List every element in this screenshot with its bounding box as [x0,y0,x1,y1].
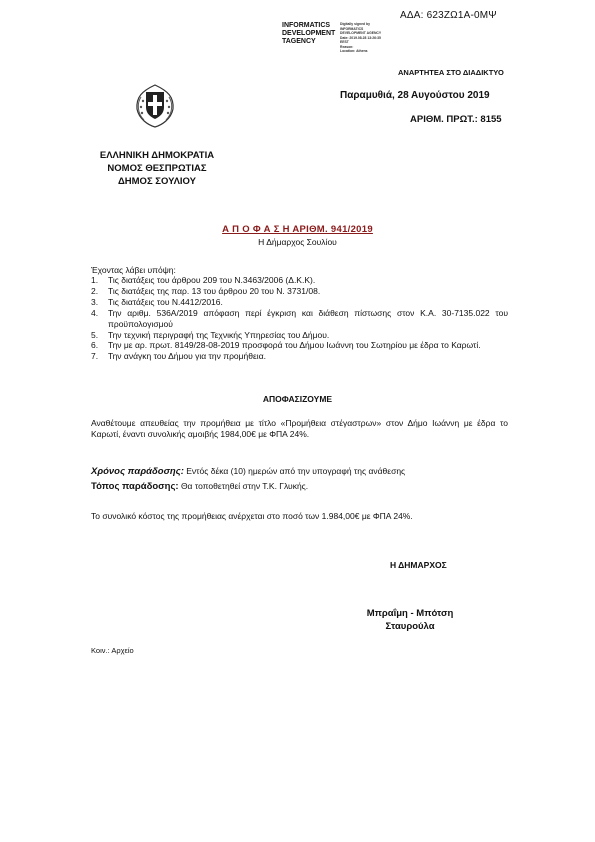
stamp-line: INFORMATICS [282,22,331,29]
delivery-place [91,481,308,492]
stamp-detail: Reason: [340,44,354,49]
list-text: Την ανάγκη του Δήμου για την προμήθεια. [108,351,266,362]
list-text: Την τεχνική περιγραφή της Τεχνικής Υπηρεσίας του Δήμου. [108,329,330,340]
delivery-time-value: Εντός δέκα (10) ημερών από την υπογραφή της ανάθεσης [183,466,406,476]
posted-online-note: ΑΝΑΡΤΗΤΕΑ ΣΤΟ ΔΙΑΔΙΚΤΥΟ [398,68,504,77]
issuer-header [62,149,252,188]
list-item [91,330,508,341]
total-cost-paragraph: Το συνολικό κόστος της προμήθειας ανέρχεται στο ποσό των 1.984,00€ με ΦΠΑ 24%. [91,511,413,521]
protocol-number: ΑΡΙΘΜ. ΠΡΩΤ.: 8155 [410,114,502,125]
digital-signature-details [340,22,381,54]
list-text: Την με αρ. πρωτ. 8149/28-08-2019 προσφορά του Δήμου Ιωάννη του Σωτηρίου με έδρα το Καρωτί. [108,340,481,351]
list-number: 3. [91,296,99,307]
greek-coat-of-arms-icon [132,83,178,129]
digital-signature-stamp [282,22,335,46]
considerations-list [91,275,508,362]
header-republic: ΕΛΛΗΝΙΚΗ ΔΗΜΟΚΡΑΤΙΑ [99,150,215,161]
list-number: 6. [91,340,99,351]
list-number: 5. [91,329,99,340]
stamp-detail: DEVELOPMENT AGENCY [340,31,382,35]
list-number: 2. [91,285,99,296]
delivery-time-label: Χρόνος παράδοσης: [91,466,184,477]
delivery-time [91,466,405,477]
list-item [91,275,508,286]
list-number: 4. [91,307,99,318]
header-municipality: ΔΗΜΟΣ ΣΟΥΛΙΟΥ [117,176,197,187]
delivery-place-value: Θα τοποθετηθεί στην Τ.Κ. Γλυκής. [178,481,309,491]
copy-recipients: Κοιν.: Αρχείο [91,646,134,655]
stamp-detail: INFORMATICS [340,26,364,31]
stamp-detail: EEST [340,40,349,44]
list-item [91,340,508,351]
decision-title: Α Π Ο Φ Α Σ Η ΑΡΙΘΜ. 941/2019 [222,224,373,235]
list-item [91,351,508,362]
stamp-detail: Location: Athens [340,49,368,53]
signatory-title: Η ΔΗΜΑΡΧΟΣ [390,560,447,570]
decide-heading: ΑΠΟΦΑΣΙΖΟΥΜΕ [262,394,333,404]
having-regard-intro: Έχοντας λάβει υπόψη: [91,265,176,275]
stamp-line: DEVELOPMENT [282,30,336,37]
list-item [91,308,508,330]
stamp-detail: Digitally signed by [340,22,370,26]
list-item [91,286,508,297]
signatory-name [345,607,475,633]
list-text: Τις διατάξεις της παρ. 13 του άρθρου 20 του Ν. 3731/08. [108,285,321,296]
list-number: 7. [91,351,99,362]
list-number: 1. [91,275,99,285]
ada-code: ΑΔΑ: 623ΖΩ1Α-0ΜΨ [400,10,497,21]
stamp-detail: Date: 2019.08.28 13:26:35 [340,35,381,40]
decision-subtitle: Η Δήμαρχος Σουλίου [258,237,337,247]
list-text: Τις διατάξεις του Ν.4412/2016. [108,296,223,307]
delivery-place-label: Τόπος παράδοσης: [91,481,179,492]
list-item [91,297,508,308]
stamp-line: TAGENCY [282,38,316,45]
list-text: Τις διατάξεις του άρθρου 209 του Ν.3463/2006 (Δ.Κ.Κ). [108,275,316,285]
place-date: Παραμυθιά, 28 Αυγούστου 2019 [340,90,490,101]
award-paragraph: Αναθέτουμε απευθείας την προμήθεια με τίτλο «Προμήθεια στέγαστρων» στον Δήμο Ιωάννη με έδρα το Καρωτί, έναντι συνολικής αμοιβής 1984,00€ με ΦΠΑ 24%. [91,418,508,440]
signatory-first-name: Σταυρούλα [385,621,435,632]
header-prefecture: ΝΟΜΟΣ ΘΕΣΠΡΩΤΙΑΣ [107,163,207,174]
signatory-surname: Μπραΐμη - Μπότση [366,608,454,619]
list-text: Την αριθμ. 536Α/2019 απόφαση περί έγκριση και διάθεση πίστωσης στον Κ.Α. 30-7135.022 του προϋπολογισμού [108,307,508,329]
